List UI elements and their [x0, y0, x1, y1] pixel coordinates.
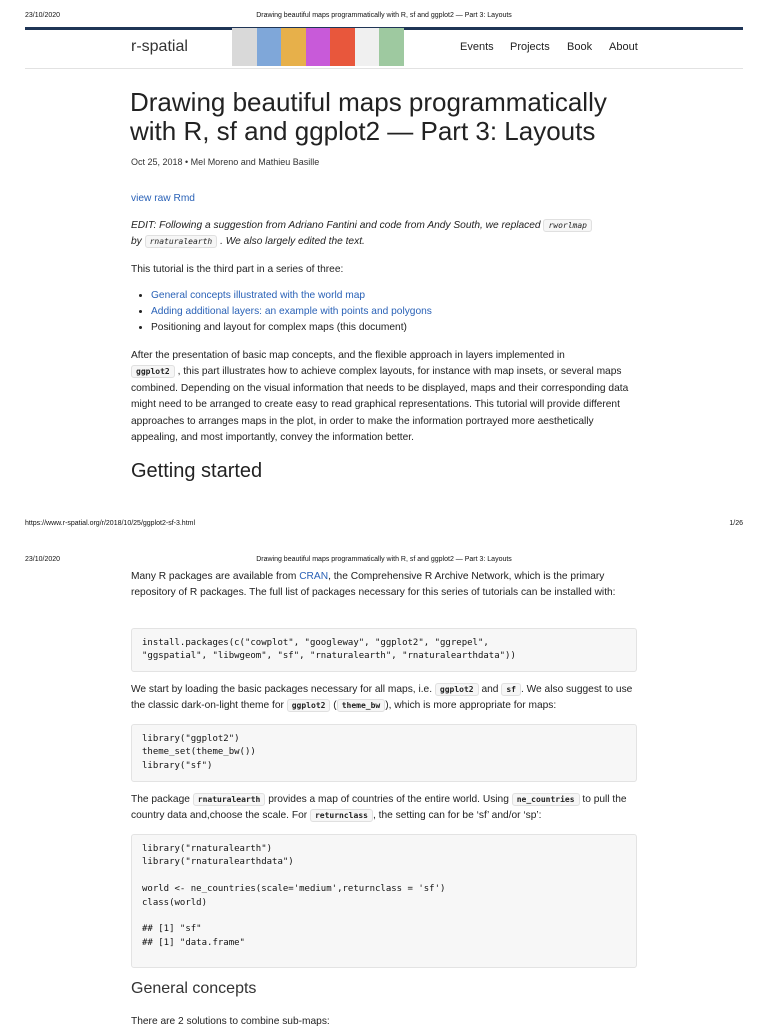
paragraph-text: provides a map of countries of the entire world. Using	[268, 794, 509, 805]
series-text: Positioning and layout for complex maps (this document)	[151, 322, 407, 334]
post-byline: Oct 25, 2018 • Mel Moreno and Mathieu Basille	[131, 157, 320, 167]
trailing-paragraph: There are 2 solutions to combine sub-maps:	[131, 1016, 330, 1027]
print-page-number: 1/26	[729, 520, 743, 527]
edit-note-text: . We also largely edited the text.	[220, 236, 365, 248]
edit-note-text: EDIT: Following a suggestion from Adriano Fantini and code from Andy South, we replaced	[131, 220, 541, 231]
view-raw-label[interactable]: view raw Rmd	[131, 193, 195, 204]
page-title: Drawing beautiful maps programmatically with R, sf and ggplot2 — Part 3: Layouts	[130, 87, 607, 146]
banner-swatch	[232, 28, 257, 66]
paragraph-text: Many R packages are available from	[131, 571, 297, 582]
code-line: library("ggplot2")	[142, 734, 240, 744]
series-item-part1[interactable]	[151, 288, 631, 304]
paragraph-text: (	[333, 700, 337, 712]
code-line	[142, 870, 626, 883]
packages-paragraph	[131, 569, 631, 602]
package-paragraph	[131, 792, 641, 825]
code-line: world <- ne_countries(scale='medium',returnclass = 'sf')	[142, 884, 446, 895]
paragraph-text: , the Comprehensive R Archive Network, which is the primary repository of R packages. The full list of packages necessary for this series of tutorials can be installed with:	[131, 571, 616, 599]
site-brand[interactable]: r-spatial	[131, 38, 188, 55]
code-line: "ggspatial", "libwgeom", "sf", "rnaturalearth", "rnaturalearthdata"))	[142, 651, 516, 662]
print-header-title: Drawing beautiful maps programmatically with R, sf and ggplot2 — Part 3: Layouts	[256, 556, 512, 563]
nav-events[interactable]: Events	[460, 41, 494, 53]
inline-code: theme_bw	[337, 699, 386, 712]
paragraph-text: The package	[131, 794, 190, 805]
section-heading-general-concepts: General concepts	[131, 980, 257, 997]
code-line: ## [1] "data.frame"	[142, 937, 245, 948]
banner-swatch	[257, 28, 282, 66]
nav-book[interactable]: Book	[567, 41, 593, 53]
code-block-world	[131, 834, 637, 968]
inline-code: rworlmap	[543, 219, 592, 232]
edit-note-text: by	[131, 236, 142, 248]
print-header-title: Drawing beautiful maps programmatically with R, sf and ggplot2 — Part 3: Layouts	[256, 12, 512, 19]
header-banner-image	[232, 28, 404, 66]
paragraph-text: , the setting can for be ‘sf’ and/or ‘sp’:	[372, 810, 542, 822]
paragraph-text: . We also suggest to use the classic dark-on-light theme for	[131, 684, 633, 712]
paragraph-text: ), which is more appropriate for maps:	[385, 700, 557, 712]
banner-swatch	[379, 28, 404, 66]
inline-code: returnclass	[310, 809, 373, 822]
paragraph-text: and	[481, 684, 499, 695]
code-line	[142, 910, 626, 923]
code-line: library("rnaturalearthdata")	[142, 857, 294, 868]
inline-code: ggplot2	[435, 683, 479, 696]
inline-code: sf	[501, 683, 521, 696]
code-line: ## [1] "sf"	[142, 924, 202, 935]
series-link[interactable]: Adding additional layers: an example with points and polygons	[151, 306, 432, 318]
inline-code: rnaturalearth	[145, 235, 218, 248]
nav-projects[interactable]: Projects	[510, 41, 550, 53]
series-link[interactable]: General concepts illustrated with the world map	[151, 290, 366, 301]
code-line: library("sf")	[142, 760, 213, 771]
code-line: class(world)	[142, 897, 208, 908]
inline-code: rnaturalearth	[193, 793, 266, 806]
banner-swatch	[281, 28, 306, 66]
code-block-load	[131, 724, 637, 782]
banner-swatch	[355, 28, 380, 66]
nav-about[interactable]: About	[609, 41, 638, 53]
series-intro: This tutorial is the third part in a series of three:	[131, 264, 344, 275]
code-line: install.packages(c("cowplot", "googleway", "ggplot2", "ggrepel",	[142, 638, 489, 648]
code-block-install	[131, 628, 637, 672]
code-line: library("rnaturalearth")	[142, 844, 273, 854]
nav-divider	[25, 68, 743, 69]
print-date: 23/10/2020	[25, 556, 61, 563]
paragraph-text: We start by loading the basic packages necessary for all maps, i.e.	[131, 684, 433, 695]
series-item-part2[interactable]	[151, 304, 631, 320]
paragraph-text: , this part illustrates how to achieve complex layouts, for instance with map insets, or several maps combined. Depending on the visual information that needs to be displayed, maps and their corresponding data might need to be arranged to create easy to read graphical representations. This tutorial will provide different approaches to arranges maps in the plot, in order to make the information portrayed more aesthetically appealing, and most importantly, convey the information better.	[131, 366, 629, 444]
code-line: theme_set(theme_bw())	[142, 747, 256, 758]
inline-code: ggplot2	[131, 365, 175, 378]
banner-swatch	[306, 28, 331, 66]
paragraph-text: to pull the country data and,choose the scale. For	[131, 794, 627, 822]
intro-paragraph	[131, 348, 631, 446]
cran-link[interactable]: CRAN	[299, 571, 329, 582]
load-paragraph	[131, 682, 641, 715]
inline-code: ggplot2	[287, 699, 331, 712]
banner-swatch	[330, 28, 355, 66]
section-heading-getting-started: Getting started	[131, 460, 263, 482]
edit-note	[131, 218, 631, 251]
print-date: 23/10/2020	[25, 12, 61, 19]
paragraph-text: After the presentation of basic map concepts, and the flexible approach in layers implemented in	[131, 350, 565, 361]
print-url: https://www.r-spatial.org/r/2018/10/25/ggplot2-sf-3.html	[25, 520, 196, 527]
series-list	[131, 288, 631, 337]
inline-code: ne_countries	[512, 793, 580, 806]
series-item-part3	[151, 320, 631, 336]
view-raw-link[interactable]	[131, 191, 631, 207]
